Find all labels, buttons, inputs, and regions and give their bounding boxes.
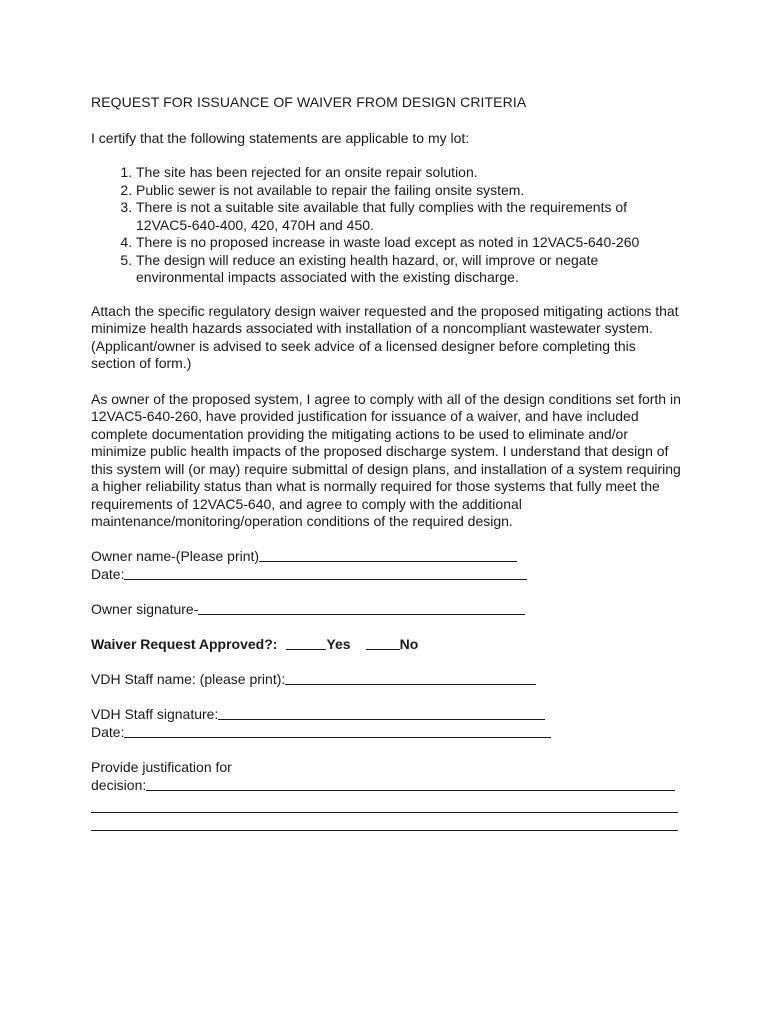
statement-item: 4. There is no proposed increase in waste load except as noted in 12VAC5-640-260 bbox=[136, 234, 681, 252]
form-title: REQUEST FOR ISSUANCE OF WAIVER FROM DESIGN CRITERIA bbox=[91, 94, 527, 110]
owner-date-field bbox=[91, 566, 681, 584]
owner-agreement-paragraph: As owner of the proposed system, I agree to comply with all of the design conditions set forth in 12VAC5-640-260, have provided justification for issuance of a waiver, and have included complete documentation providing the mitigating actions to be used to eliminate and/or minimize public health impacts of the proposed discharge system. I understand that design of this system will (or may) require submittal of design plans, and installation of a system requiring a higher reliability status than what is normally required for those systems that fully meet the requirements of 12VAC5-640, and agree to comply with the additional maintenance/monitoring/operation conditions of the required design. bbox=[91, 390, 681, 529]
statement-item: 2. Public sewer is not available to repair the failing onsite system. bbox=[136, 182, 681, 200]
waiver-form bbox=[91, 94, 681, 831]
vdh-staff-signature-input[interactable] bbox=[218, 707, 545, 720]
owner-name-label: Owner name-(Please print) bbox=[91, 548, 260, 564]
attach-waiver-paragraph: Attach the specific regulatory design waiver requested and the proposed mitigating actions that minimize health hazards associated with installation of a noncompliant wastewater system. (Applicant/owner is advised to seek advice of a licensed designer before completing this section of form.) bbox=[91, 302, 679, 371]
owner-name-field bbox=[91, 548, 681, 566]
statement-item: 1. The site has been rejected for an onsite repair solution. bbox=[136, 164, 681, 182]
owner-date-input[interactable] bbox=[124, 567, 527, 580]
statements-list bbox=[91, 164, 681, 287]
justification-label-line2: decision: bbox=[91, 777, 147, 793]
statement-item: 5. The design will reduce an existing health hazard, or, will improve or negate environmental impacts associated with the existing discharge. bbox=[136, 252, 681, 287]
no-label: No bbox=[399, 636, 419, 652]
vdh-staff-name-field bbox=[91, 671, 681, 689]
vdh-date-input[interactable] bbox=[124, 725, 551, 738]
yes-blank-input[interactable] bbox=[286, 637, 326, 650]
justification-label-row bbox=[91, 759, 681, 777]
vdh-staff-signature-field bbox=[91, 706, 681, 724]
justification-label-line1: Provide justification for bbox=[91, 759, 232, 775]
justification-input-line-3[interactable] bbox=[91, 830, 678, 831]
waiver-approval-row bbox=[91, 636, 681, 654]
justification-input-line-1[interactable] bbox=[146, 778, 675, 791]
vdh-staff-name-label: VDH Staff name: (please print): bbox=[91, 671, 286, 687]
owner-signature-label: Owner signature- bbox=[91, 601, 199, 617]
justification-field bbox=[91, 777, 681, 795]
vdh-staff-name-input[interactable] bbox=[285, 672, 536, 685]
owner-signature-input[interactable] bbox=[198, 602, 525, 615]
vdh-staff-signature-label: VDH Staff signature: bbox=[91, 706, 219, 722]
vdh-date-field bbox=[91, 724, 681, 742]
owner-name-input[interactable] bbox=[259, 549, 517, 562]
statement-item: 3. There is not a suitable site available that fully complies with the requirements of 12VAC5-640-400, 420, 470H and 450. bbox=[136, 199, 681, 234]
owner-signature-field bbox=[91, 601, 681, 619]
yes-label: Yes bbox=[326, 636, 351, 652]
owner-date-label: Date: bbox=[91, 566, 125, 582]
certify-intro: I certify that the following statements are applicable to my lot: bbox=[91, 129, 470, 146]
waiver-approved-label: Waiver Request Approved?: bbox=[91, 636, 278, 652]
no-blank-input[interactable] bbox=[366, 637, 400, 650]
vdh-date-label: Date: bbox=[91, 724, 125, 740]
